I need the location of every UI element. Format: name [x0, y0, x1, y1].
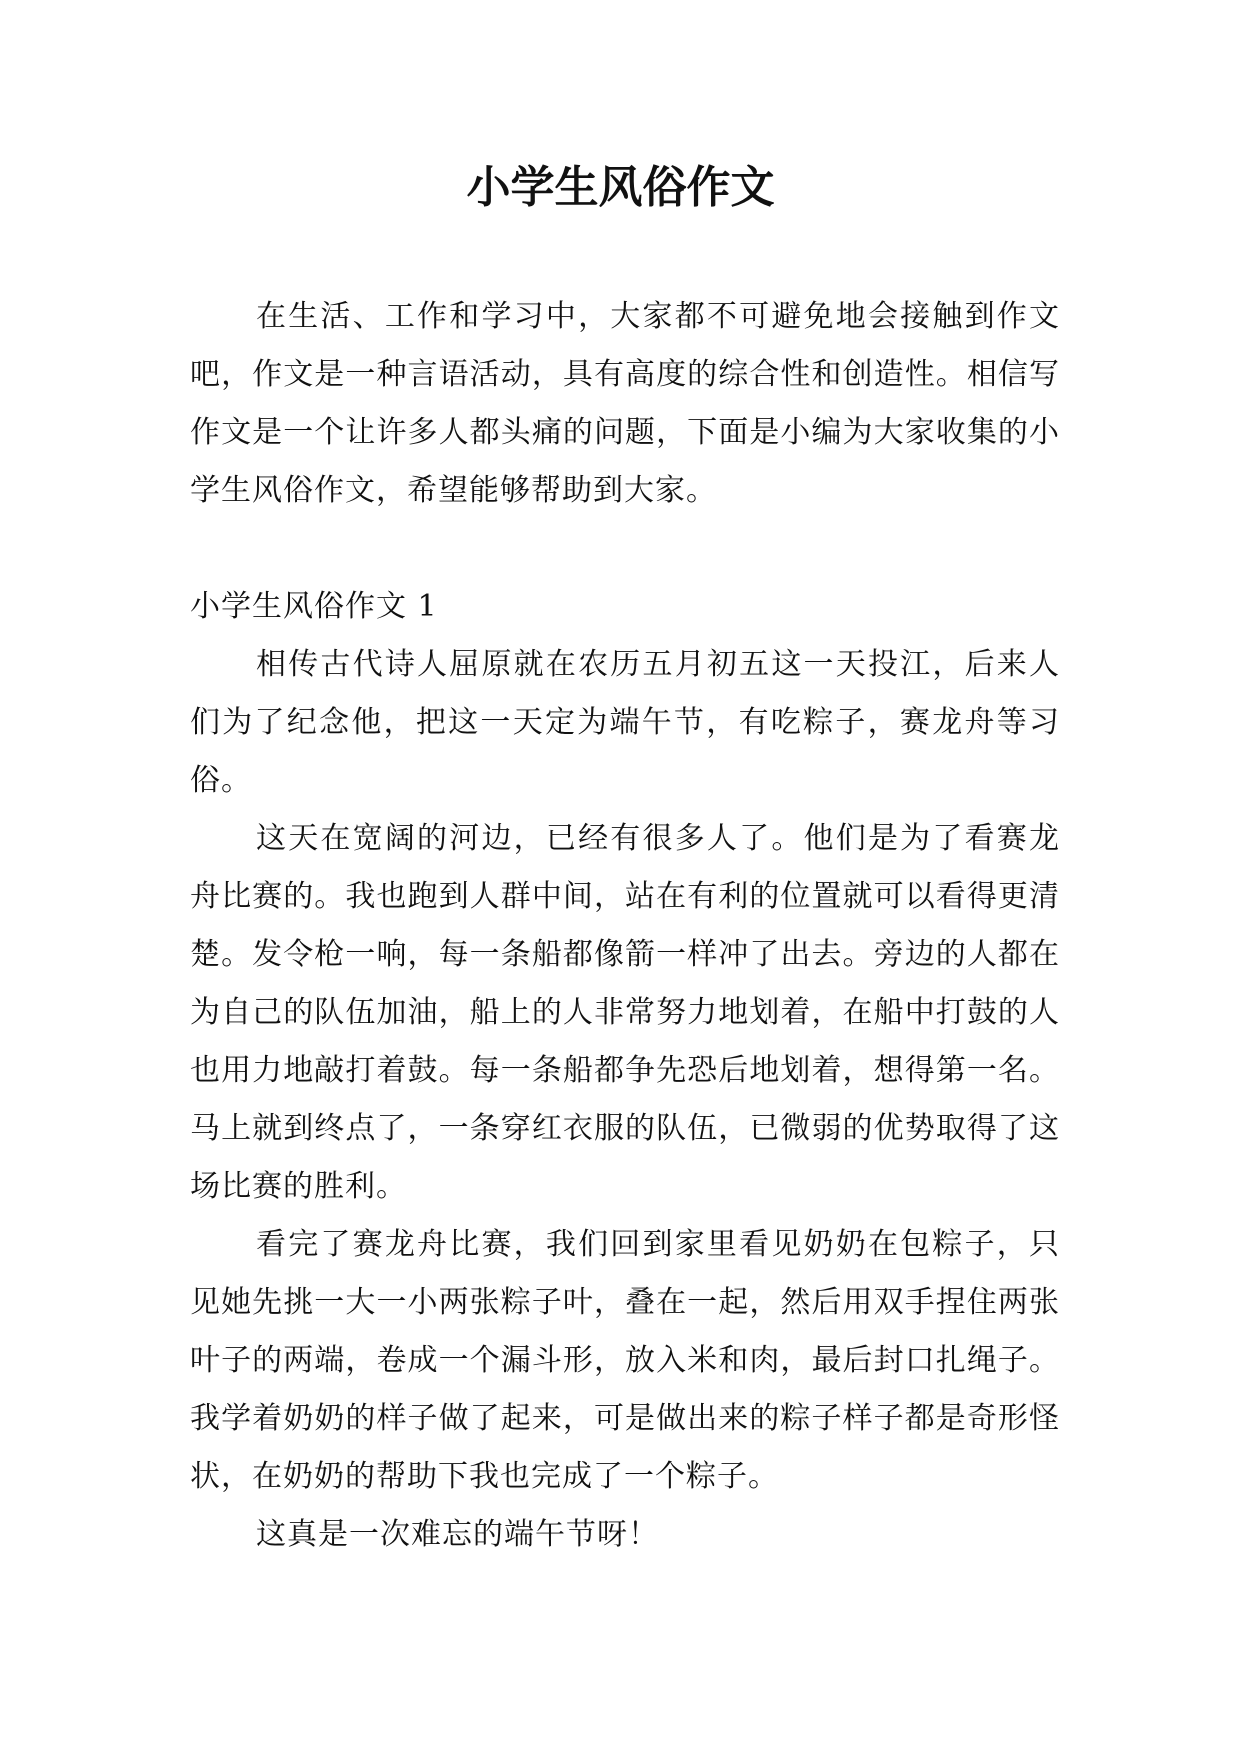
paragraph-spacer: [190, 520, 1060, 578]
body-paragraph-4: 这真是一次难忘的端午节呀！: [256, 1517, 659, 1552]
body-paragraph-1: 相传古代诗人屈原就在农历五月初五这一天投江，后来人们为了纪念他，把这一天定为端午节，有吃粽子，赛龙舟等习俗。: [190, 647, 1060, 798]
section-heading: 小学生风俗作文 1: [190, 589, 438, 624]
document-body: [190, 288, 1060, 1564]
body-paragraph-3: 看完了赛龙舟比赛，我们回到家里看见奶奶在包粽子，只见她先挑一大一小两张粽子叶，叠在一起，然后用双手捏住两张叶子的两端，卷成一个漏斗形，放入米和肉，最后封口扎绳子。我学着奶奶的样子做了起来，可是做出来的粽子样子都是奇形怪状，在奶奶的帮助下我也完成了一个粽子。: [190, 1227, 1060, 1494]
intro-paragraph: 在生活、工作和学习中，大家都不可避免地会接触到作文吧，作文是一种言语活动，具有高度的综合性和创造性。相信写作文是一个让许多人都头痛的问题，下面是小编为大家收集的小学生风俗作文，希望能够帮助到大家。: [190, 299, 1060, 508]
document-title: 小学生风俗作文: [466, 162, 775, 213]
body-paragraph-2: 这天在宽阔的河边，已经有很多人了。他们是为了看赛龙舟比赛的。我也跑到人群中间，站在有利的位置就可以看得更清楚。发令枪一响，每一条船都像箭一样冲了出去。旁边的人都在为自己的队伍加油，船上的人非常努力地划着，在船中打鼓的人也用力地敲打着鼓。每一条船都争先恐后地划着，想得第一名。马上就到终点了，一条穿红衣服的队伍，已微弱的优势取得了这场比赛的胜利。: [190, 821, 1060, 1204]
